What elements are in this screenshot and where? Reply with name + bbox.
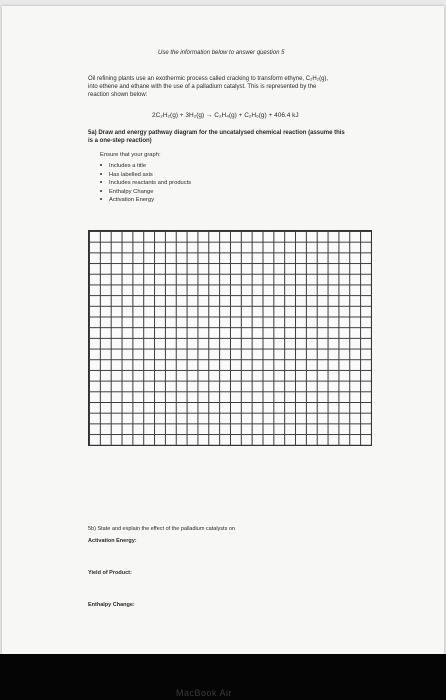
checklist-item: Includes reactants and products [100,179,191,188]
checklist-item: Enthalpy Change [100,188,191,197]
laptop-brand-label: MacBook Air [176,688,233,698]
bullet-icon [100,198,102,200]
reaction-equation: 2C₂H₂(g) + 3H₂(g) → C₂H₄(g) + C₂H₆(g) + 406.4 kJ [152,112,299,119]
question-5a-line-2: is a one-step reaction) [88,138,152,144]
intro-line-3: reaction shown below: [88,92,148,98]
enthalpy-change-label: Enthalpy Change: [88,602,135,608]
checklist-item: Activation Energy [100,196,191,205]
ensure-heading: Ensure that your graph: [100,152,161,158]
bullet-icon [100,190,102,192]
graph-checklist [100,162,191,205]
bullet-icon [100,173,102,175]
intro-line-2: into ethene and ethane with the use of a palladium catalyst. This is represented by the [88,84,317,90]
question-5b: 5b) State and explain the effect of the palladium catalysts on [88,526,235,532]
intro-line-1: Oil refining plants use an exothermic process called cracking to transform ethyne, C₂H₂(g), [88,76,329,82]
bullet-icon [100,181,102,183]
yield-label: Yield of Product: [88,570,132,576]
worksheet-page [2,6,444,654]
bullet-icon [100,164,102,166]
graph-paper-grid [88,230,372,446]
checklist-item: Has labelled axis [100,171,191,180]
question-5a-line-1: 5a) Draw and energy pathway diagram for the uncatalysed chemical reaction (assume this [88,130,345,136]
activation-energy-label: Activation Energy: [88,538,137,544]
checklist-item: Includes a title [100,162,191,171]
instruction-text: Use the information below to answer question 5 [158,50,285,56]
